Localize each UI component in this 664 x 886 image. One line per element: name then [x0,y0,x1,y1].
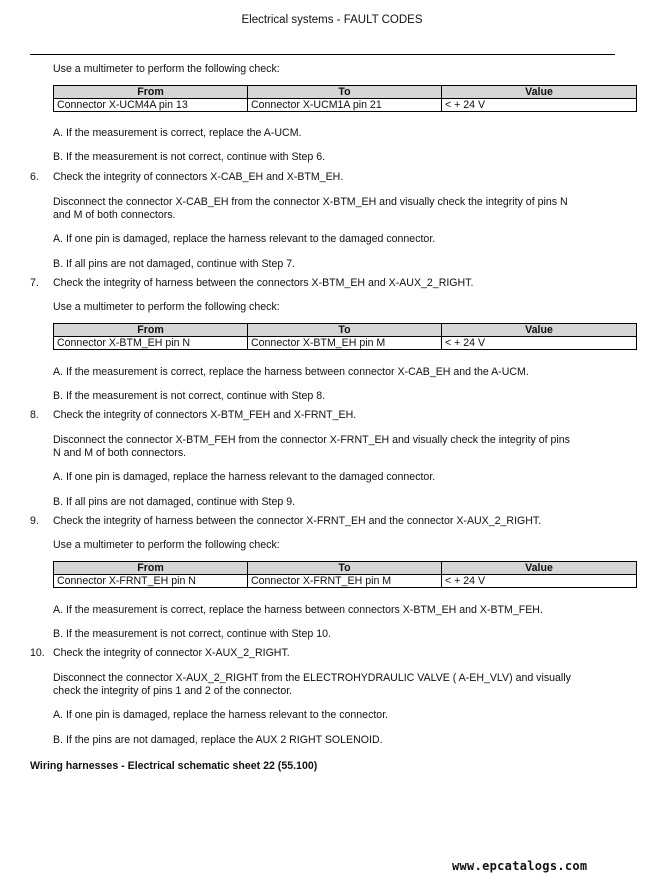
check-table-2 [53,323,637,350]
col-from: From [54,86,248,99]
col-from: From [54,562,248,575]
watermark-text: www.epcatalogs.com [452,859,588,873]
cell-to: Connector X-FRNT_EH pin M [248,575,442,588]
instruction-text: Use a multimeter to perform the following check: [53,539,280,551]
option-a-text: A. If the measurement is correct, replace the harness between connector X-CAB_EH and the A-UCM. [53,366,529,378]
col-value: Value [442,562,637,575]
paragraph-line: check the integrity of pins 1 and 2 of the connector. [53,685,293,697]
option-a-text: A. If one pin is damaged, replace the harness relevant to the connector. [53,709,389,721]
step-text: Check the integrity of connectors X-CAB_EH and X-BTM_EH. [53,171,344,183]
paragraph-line: Disconnect the connector X-AUX_2_RIGHT from the ELECTROHYDRAULIC VALVE ( A-EH_VLV) and visually [53,672,571,684]
page-header-title: Electrical systems - FAULT CODES [241,14,423,26]
step-text: Check the integrity of connector X-AUX_2_RIGHT. [53,647,290,659]
cell-value: < + 24 V [442,575,637,588]
col-value: Value [442,86,637,99]
step-text: Check the integrity of harness between the connectors X-BTM_EH and X-AUX_2_RIGHT. [53,277,474,289]
col-to: To [248,86,442,99]
cell-from: Connector X-UCM4A pin 13 [54,99,248,112]
col-to: To [248,324,442,337]
option-b-text: B. If the pins are not damaged, replace the AUX 2 RIGHT SOLENOID. [53,734,383,746]
paragraph-line: and M of both connectors. [53,209,176,221]
option-b-text: B. If the measurement is not correct, continue with Step 6. [53,151,326,163]
col-to: To [248,562,442,575]
paragraph-line: Disconnect the connector X-CAB_EH from the connector X-BTM_EH and visually check the integrity of pins N [53,196,568,208]
cell-to: Connector X-UCM1A pin 21 [248,99,442,112]
option-a-text: A. If the measurement is correct, replace the A-UCM. [53,127,302,139]
step-text: Check the integrity of connectors X-BTM_FEH and X-FRNT_EH. [53,409,357,421]
step-number: 7. [30,277,39,289]
cell-to: Connector X-BTM_EH pin M [248,337,442,350]
cell-from: Connector X-BTM_EH pin N [54,337,248,350]
cell-value: < + 24 V [442,99,637,112]
option-b-text: B. If the measurement is not correct, continue with Step 8. [53,390,326,402]
col-from: From [54,324,248,337]
option-b-text: B. If the measurement is not correct, continue with Step 10. [53,628,331,640]
check-table-3 [53,561,637,588]
step-number: 9. [30,515,39,527]
check-table-1 [53,85,637,112]
paragraph-line: Disconnect the connector X-BTM_FEH from the connector X-FRNT_EH and visually check the integrity of pins [53,434,570,446]
option-b-text: B. If all pins are not damaged, continue with Step 9. [53,496,296,508]
section-link-text: Wiring harnesses - Electrical schematic sheet 22 (55.100) [30,760,318,772]
option-a-text: A. If the measurement is correct, replace the harness between connectors X-BTM_EH and X-BTM_FEH. [53,604,543,616]
header-divider [30,54,615,55]
col-value: Value [442,324,637,337]
paragraph-line: N and M of both connectors. [53,447,187,459]
step-text: Check the integrity of harness between the connector X-FRNT_EH and the connector X-AUX_2_RIGHT. [53,515,542,527]
option-a-text: A. If one pin is damaged, replace the harness relevant to the damaged connector. [53,471,436,483]
step-number: 6. [30,171,39,183]
instruction-text: Use a multimeter to perform the following check: [53,63,280,75]
option-a-text: A. If one pin is damaged, replace the harness relevant to the damaged connector. [53,233,436,245]
step-number: 10. [30,647,45,659]
step-number: 8. [30,409,39,421]
cell-value: < + 24 V [442,337,637,350]
option-b-text: B. If all pins are not damaged, continue with Step 7. [53,258,296,270]
instruction-text: Use a multimeter to perform the following check: [53,301,280,313]
cell-from: Connector X-FRNT_EH pin N [54,575,248,588]
